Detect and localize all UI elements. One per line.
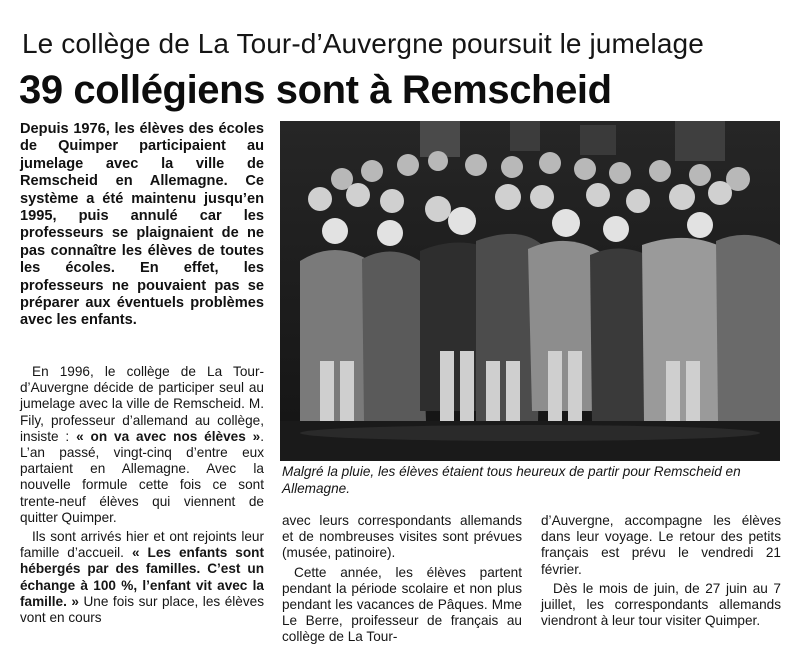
article-paragraph: d’Auvergne, accompagne les élèves dans leur voyage. Le retour des petits français est prévu le vendredi 21 février. xyxy=(541,513,781,577)
quote: « on va avec nos élèves » xyxy=(76,428,261,444)
article-paragraph: Ils sont arrivés hier et ont rejoints leur famille d’accueil. « Les enfants sont hébergés par des familles. C’est un échange à 100 %, l’enfant vit avec la famille. » Une fois sur place, les élèves vont en cours xyxy=(20,529,264,626)
group-photo xyxy=(280,121,780,461)
article-lead: Depuis 1976, les élèves des écoles de Quimper participaient au jumelage avec la ville de Remscheid en Allemagne. Ce système a été maintenu jusqu’en 1995, puis annulé car les professeurs se plaignaient de ne pas connaître les élèves de toutes les écoles. En effet, les professeurs ne pouvaient pas se préparer aux éventuels problèmes avec les enfants. xyxy=(20,121,264,329)
article-kicker: Le collège de La Tour-d’Auvergne poursuit le jumelage xyxy=(22,28,704,59)
article-paragraph: En 1996, le collège de La Tour-d’Auvergne décide de participer seul au jumelage avec la ville de Remscheid. M. Fily, professeur d’allemand au collège, insiste : « on va avec nos élèves ». L’an passé, vingt-cinq d’entre eux partaient en Allemagne. Avec la nouvelle formule cette fois ce sont trente-neuf élèves qui viennent de quitter Quimper. xyxy=(20,364,264,525)
photo-caption: Malgré la pluie, les élèves étaient tous heureux de partir pour Remscheid en Allemagne. xyxy=(282,464,741,496)
article-headline: 39 collégiens sont à Remscheid xyxy=(19,68,612,112)
article-column-1 xyxy=(20,364,264,626)
article-paragraph: avec leurs correspondants allemands et de nombreuses visites sont prévues (musée, patinoire). xyxy=(282,513,522,561)
article-paragraph: Dès le mois de juin, de 27 juin au 7 juillet, les correspondants allemands viendront à leur tour visiter Quimper. xyxy=(541,580,781,629)
article-column-3 xyxy=(541,513,781,629)
group-photo-illustration xyxy=(280,121,780,461)
article-column-2 xyxy=(282,513,522,646)
article-paragraph: Cette année, les élèves partent pendant la période scolaire et non plus pendant les vacances de Pâques. Mme Le Berre, proifesseur de français au collège de La Tour- xyxy=(282,564,522,645)
quote: « Les enfants sont hébergés par des familles. C’est un échange à 100 %, l’enfant vit avec la famille. » xyxy=(20,545,264,609)
